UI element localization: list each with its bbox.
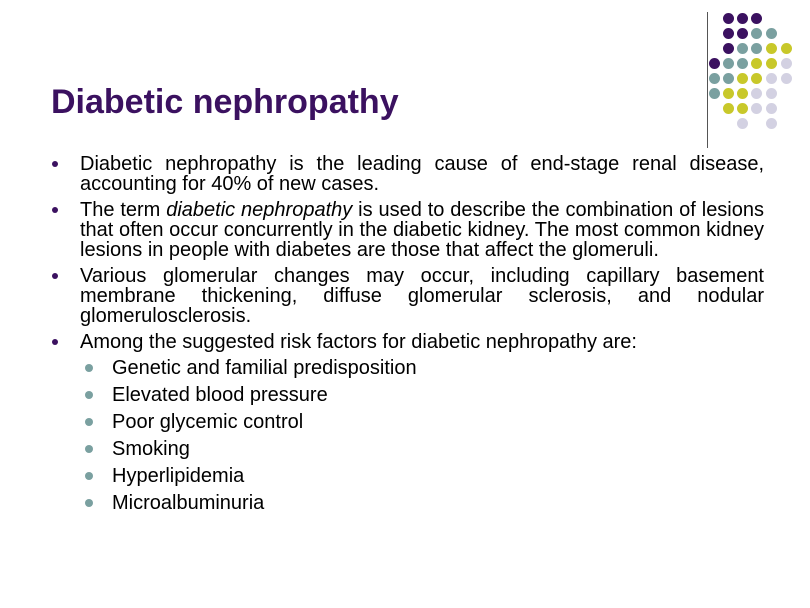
risk-factor-text: Hyperlipidemia — [112, 465, 245, 487]
bullet-item — [48, 332, 764, 352]
risk-factor-text: Elevated blood pressure — [112, 384, 328, 406]
decor-dot — [751, 88, 762, 99]
sub-bullet-item — [48, 439, 764, 459]
risk-factor-text: Poor glycemic control — [112, 411, 304, 433]
risk-factor-text: Microalbuminuria — [112, 492, 265, 514]
vertical-divider-line — [707, 12, 708, 148]
bullet-item — [48, 154, 764, 194]
bullet-dot — [52, 207, 58, 213]
decor-dot — [751, 103, 762, 114]
decor-dot — [723, 103, 734, 114]
sub-bullet-dot — [85, 472, 93, 480]
decor-dot — [737, 43, 748, 54]
sub-bullet-item — [48, 358, 764, 378]
decor-dot — [766, 88, 777, 99]
bullet-text: Among the suggested risk factors for diabetic nephropathy are: — [80, 331, 637, 353]
bullet-text: Diabetic nephropathy is the leading cause of end-stage renal disease, accounting for 40% of new cases. — [80, 153, 764, 195]
decor-dot — [709, 88, 720, 99]
bullet-dot — [52, 339, 58, 345]
decor-dot — [723, 43, 734, 54]
risk-factor-text: Smoking — [112, 438, 190, 460]
sub-bullet-dot — [85, 418, 93, 426]
risk-factor-text: Genetic and familial predisposition — [112, 357, 417, 379]
sub-bullet-dot — [85, 499, 93, 507]
decor-dot — [766, 103, 777, 114]
bullet-list — [48, 154, 764, 520]
bullet-dot — [52, 161, 58, 167]
sub-bullet-dot — [85, 364, 93, 372]
sub-bullet-dot — [85, 391, 93, 399]
decor-dot — [751, 73, 762, 84]
decor-dot — [781, 58, 792, 69]
bullet-item — [48, 200, 764, 260]
decor-dot — [766, 118, 777, 129]
sub-bullet-item — [48, 385, 764, 405]
decor-dot — [709, 73, 720, 84]
decor-dot — [766, 58, 777, 69]
decor-dot — [723, 28, 734, 39]
decor-dot — [751, 43, 762, 54]
decor-dot — [737, 28, 748, 39]
decor-dot — [766, 28, 777, 39]
decor-dot — [781, 73, 792, 84]
decor-dot — [751, 28, 762, 39]
decor-dot — [737, 73, 748, 84]
decor-dot — [723, 58, 734, 69]
decor-dot — [723, 13, 734, 24]
decor-dot — [709, 58, 720, 69]
emphasized-term: diabetic nephropathy — [166, 199, 353, 221]
sub-bullet-item — [48, 412, 764, 432]
decor-dot — [737, 88, 748, 99]
decor-dot — [723, 73, 734, 84]
sub-bullet-item — [48, 466, 764, 486]
decor-dot — [766, 43, 777, 54]
decor-dot — [737, 118, 748, 129]
decor-dot — [751, 58, 762, 69]
sub-bullet-dot — [85, 445, 93, 453]
decor-dot — [751, 13, 762, 24]
decor-dot — [737, 58, 748, 69]
decor-dot — [737, 103, 748, 114]
bullet-item — [48, 266, 764, 326]
slide-title: Diabetic nephropathy — [51, 83, 399, 121]
decor-dot — [737, 13, 748, 24]
bullet-text: The term diabetic nephropathy is used to describe the combination of lesions that often occur concurrently in the diabetic kidney. The most common kidney lesions in people with diabetes are those that affect the glomeruli. — [80, 199, 765, 261]
bullet-dot — [52, 273, 58, 279]
decor-dot — [781, 43, 792, 54]
bullet-text: Various glomerular changes may occur, including capillary basement membrane thickening, diffuse glomerular sclerosis, and nodular glomerulosclerosis. — [80, 265, 764, 327]
decor-dot — [766, 73, 777, 84]
decor-dot — [723, 88, 734, 99]
sub-bullet-item — [48, 493, 764, 513]
